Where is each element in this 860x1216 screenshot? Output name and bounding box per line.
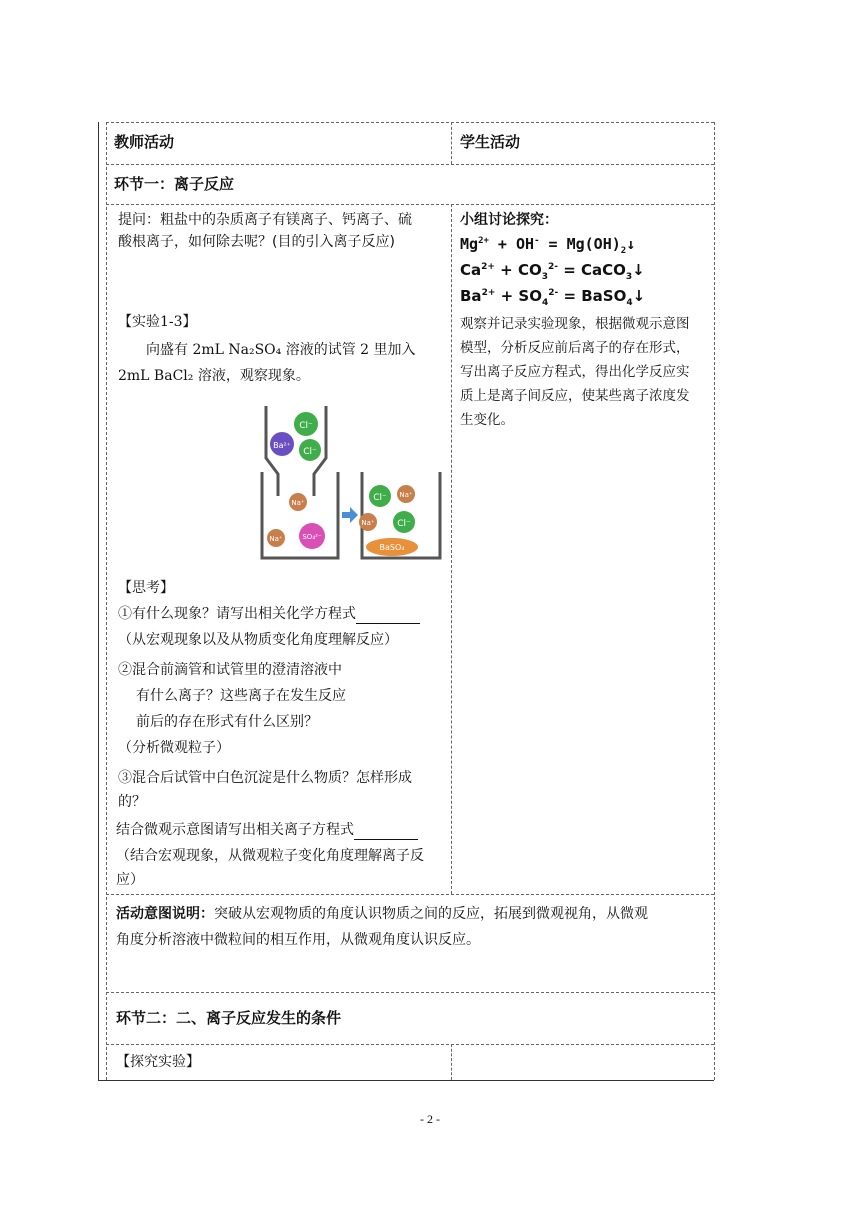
lesson-table [106,122,714,1080]
eq-term: Mg [460,235,479,253]
equation-ba [460,286,645,306]
equation-mg [460,234,635,254]
think-question-4-text: 结合微观示意图请写出相关离子方程式 [116,822,354,838]
reaction-arrow-icon [342,507,358,523]
think-question-4-note-line-2: 应） [116,872,144,888]
section1-title: 环节一：离子反应 [114,175,235,193]
row-divider [106,894,714,895]
activity-intent-text: 突破从宏观物质的角度认识物质之间的反应，拓展到微观视角，从微观 [214,906,648,922]
na-ion-label: Na⁺ [399,491,413,499]
row-divider [106,204,714,205]
eq-term: = CaCO [558,261,626,279]
table-outer-left-line [98,122,99,1080]
baso4-label: BaSO₄ [379,543,405,552]
explore-experiment-title: 【探究实验】 [116,1054,200,1070]
think-question-3-line-2: 的？ [118,794,146,810]
think-question-2-note: （分析微观粒子） [118,740,230,756]
question-line-2: 酸根离子，如何除去呢？(目的引入离子反应) [118,234,395,250]
student-text-line-4: 质上是离子间反应，使某些离子浓度发 [460,388,690,404]
eq-term: = BaSO [558,287,627,305]
activity-intent-line-1 [116,904,648,924]
think-question-2-line-1: ②混合前滴管和试管里的澄清溶液中 [118,662,342,678]
student-text-line-5: 生变化。 [460,412,514,428]
table-right-border [714,122,715,1080]
student-text-line-2: 模型，分析反应前后离子的存在形式， [460,340,690,356]
think-question-4 [116,820,418,840]
experiment-title: 【实验1-3】 [118,314,197,330]
student-text-line-1: 观察并记录实验现象，根据微观示意图 [460,316,690,332]
think-question-2-line-3: 前后的存在形式有什么区别？ [136,714,318,730]
table-top-border [106,122,714,123]
so4-ion-label: SO₄²⁻ [302,533,322,541]
think-question-1 [118,604,420,624]
think-question-1-text: ①有什么现象？请写出相关化学方程式 [118,606,356,622]
student-text-line-3: 写出离子反应方程式，得出化学反应实 [460,364,690,380]
eq-charge: 2+ [481,288,496,298]
eq-term: Ca [460,261,482,279]
eq-subscript: 4 [626,298,633,308]
eq-charge: 2+ [478,236,489,246]
header-student-activity: 学生活动 [460,133,521,151]
column-divider [451,1044,452,1080]
header-teacher-activity: 教师活动 [114,133,175,151]
equation-ca [460,260,645,280]
cl-ion-label: Cl⁻ [373,493,387,503]
page-number: - 2 - [420,1112,440,1126]
section2-title: 环节二：二、离子反应发生的条件 [116,1009,342,1027]
row-divider [106,1044,714,1045]
eq-term: = Mg(OH) [539,235,621,253]
think-title: 【思考】 [118,580,174,596]
precipitate-arrow: ↓ [632,287,646,305]
think-question-1-note: （从宏观现象以及从物质变化角度理解反应） [118,632,398,648]
column-divider [451,122,452,164]
na-ion-label: Na⁺ [291,499,305,507]
eq-subscript: 4 [541,298,549,308]
activity-intent-label: 活动意图说明： [116,906,214,922]
eq-term: Ba [460,287,482,305]
eq-subscript: 3 [541,272,548,282]
eq-subscript: 3 [625,272,633,282]
eq-charge: 2- [548,262,558,272]
na-ion-label: Na⁺ [361,519,375,527]
eq-term: + SO [495,287,542,305]
question-line-1: 提问：粗盐中的杂质离子有镁离子、钙离子、硫 [118,212,412,228]
activity-intent-line-2: 角度分析溶液中微粒间的相互作用，从微观角度认识反应。 [116,932,480,948]
cl-ion-label: Cl⁻ [397,519,411,529]
cl-ion-label: Cl⁻ [299,421,313,431]
answer-blank [354,825,418,840]
eq-term: + CO [494,261,542,279]
table-bottom-border [98,1080,714,1081]
ba-ion-label: Ba²⁺ [273,441,291,450]
think-question-3-line-1: ③混合后试管中白色沉淀是什么物质？怎样形成 [118,770,412,786]
eq-charge: 2+ [481,262,495,272]
row-divider [106,164,714,165]
eq-subscript: 2 [620,246,627,256]
eq-charge: 2- [548,288,559,298]
na-ion-label: Na⁺ [269,535,283,543]
experiment-line-1: 向盛有 2mL Na₂SO₄ 溶液的试管 2 里加入 [146,342,416,358]
precipitate-arrow: ↓ [626,235,636,253]
think-question-4-note-line-1: （结合宏观现象，从微观粒子变化角度理解离子反 [116,848,424,864]
column-divider [451,204,452,894]
precipitate-arrow: ↓ [632,261,645,279]
table-left-border [106,122,107,1080]
experiment-figure [254,402,448,564]
eq-term: + OH [488,235,535,253]
eq-charge: - [534,236,540,246]
experiment-line-2: 2mL BaCl₂ 溶液，观察现象。 [118,368,310,384]
answer-blank [356,609,420,624]
think-question-2-line-2: 有什么离子？这些离子在发生反应 [136,688,346,704]
row-divider [106,992,714,993]
group-discussion-title: 小组讨论探究： [460,212,558,228]
cl-ion-label: Cl⁻ [303,447,317,457]
